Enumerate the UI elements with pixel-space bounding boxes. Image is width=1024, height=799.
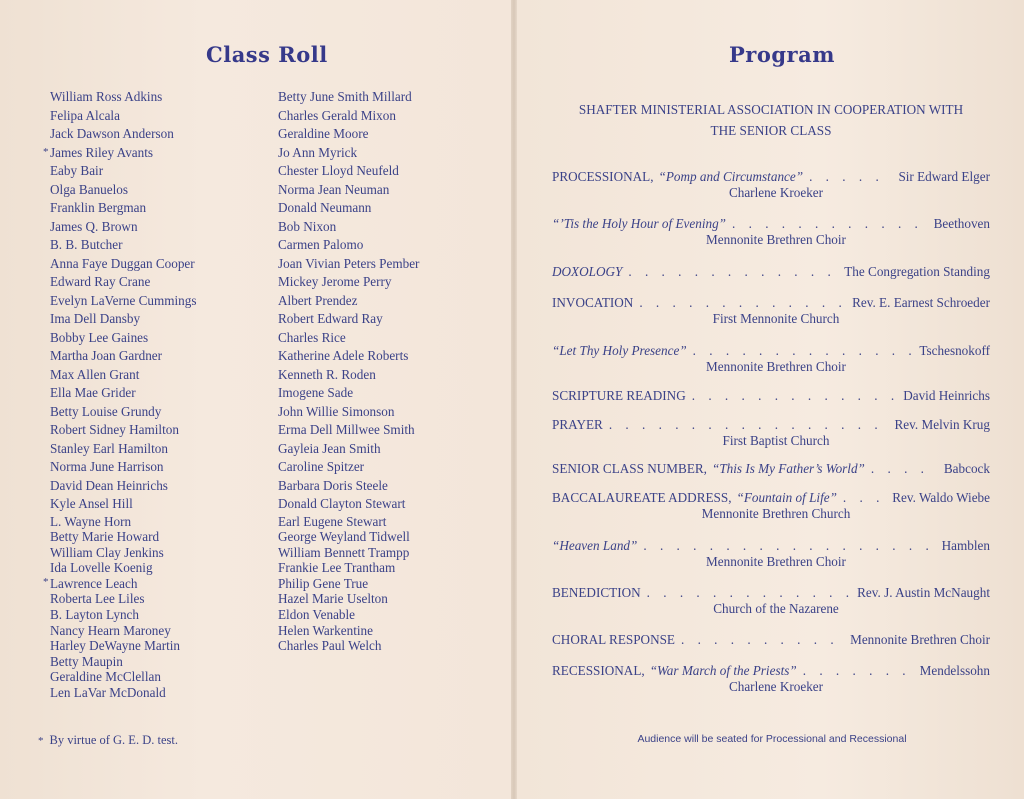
program-item-label: RECESSIONAL,	[552, 663, 645, 678]
graduate-name: Barbara Doris Steele	[278, 477, 388, 493]
graduate-name: Charles Paul Welch	[278, 638, 382, 654]
graduate-name: Stanley Earl Hamilton	[50, 440, 168, 456]
class-roll-name	[278, 273, 419, 292]
class-roll-name	[50, 514, 197, 530]
program-item-subtitle: Mennonite Brethren Choir	[706, 554, 846, 569]
program-item-performer: Rev. E. Earnest Schroeder	[852, 295, 990, 310]
class-roll-name	[50, 292, 197, 311]
graduate-name: Eaby Bair	[50, 163, 104, 178]
class-roll-name	[50, 107, 197, 126]
graduate-name: Norma Jean Neuman	[278, 181, 390, 197]
class-roll-name	[50, 638, 197, 654]
graduate-name: Franklin Bergman	[50, 200, 147, 215]
class-roll-column-1	[43, 88, 197, 701]
graduate-name: Evelyn LaVerne Cummings	[50, 292, 197, 308]
graduate-name: L. Wayne Horn	[50, 513, 132, 529]
program-item	[552, 342, 990, 375]
class-roll-name	[278, 199, 419, 218]
program-item	[552, 168, 990, 201]
class-roll-name	[278, 591, 419, 607]
program-item	[552, 489, 990, 522]
program-intro	[548, 99, 994, 141]
program-intro-line-2: THE SENIOR CLASS	[710, 123, 832, 138]
class-roll-name	[278, 458, 419, 477]
class-roll-name	[50, 654, 197, 670]
graduate-name: Eldon Venable	[278, 607, 356, 623]
class-roll-name	[43, 144, 197, 163]
program-item-title: “War March of the Priests”	[649, 663, 797, 678]
program-item-subtitle: First Mennonite Church	[712, 311, 840, 326]
graduate-name: Helen Warkentine	[278, 622, 373, 638]
class-roll-name	[278, 366, 419, 385]
leader-dots	[643, 537, 935, 554]
graduate-name: Nancy Hearn Maroney	[50, 622, 171, 638]
graduate-name: Robert Sidney Hamilton	[50, 422, 179, 437]
program-item-title: “’Tis the Holy Hour of Evening”	[552, 216, 726, 231]
program-item-label: INVOCATION	[552, 295, 634, 310]
graduate-name: Harley DeWayne Martin	[50, 638, 181, 654]
graduate-name: Martha Joan Gardner	[50, 348, 163, 363]
graduate-name: Anna Faye Duggan Cooper	[50, 255, 195, 271]
graduate-name: Betty June Smith Millard	[278, 89, 412, 104]
program-item-label: CHORAL RESPONSE	[552, 632, 675, 647]
class-roll-name	[278, 495, 419, 514]
program-item	[552, 631, 990, 648]
program-item-title: “Let Thy Holy Presence”	[552, 343, 687, 358]
graduate-name: Betty Louise Grundy	[50, 403, 162, 419]
leader-dots	[732, 215, 928, 232]
graduate-name: Roberta Lee Liles	[50, 591, 145, 607]
class-roll-name	[50, 384, 197, 403]
class-roll-title: Class Roll	[206, 42, 328, 67]
graduate-name: Philip Gene True	[278, 575, 369, 591]
program-item-performer: The Congregation Standing	[844, 264, 990, 279]
class-roll-name	[50, 458, 197, 477]
class-roll-name	[278, 514, 419, 530]
graduate-name: James Q. Brown	[50, 218, 138, 234]
program-item-subtitle: Mennonite Brethren Choir	[706, 359, 846, 374]
class-roll-name	[278, 236, 419, 255]
leader-dots	[628, 263, 838, 280]
graduate-name: Frankie Lee Trantham	[278, 560, 396, 576]
graduate-name: George Weyland Tidwell	[278, 529, 410, 545]
program-item-performer: Mendelssohn	[919, 663, 990, 678]
center-fold	[511, 0, 517, 799]
class-roll-name	[278, 255, 419, 274]
program-item-performer: Rev. Melvin Krug	[894, 417, 990, 432]
class-roll-name	[278, 144, 419, 163]
program-item-title: “Pomp and Circumstance”	[658, 169, 804, 184]
program-item-label: PROCESSIONAL,	[552, 169, 654, 184]
program-item-performer: Beethoven	[933, 216, 990, 231]
class-roll-name	[50, 125, 197, 144]
graduate-name: Olga Banuelos	[50, 181, 129, 197]
graduate-name: Donald Neumann	[278, 200, 372, 215]
footnote-marker: *	[38, 735, 44, 747]
graduate-name: Robert Edward Ray	[278, 311, 383, 326]
class-roll-name	[50, 685, 197, 701]
leader-dots	[809, 168, 892, 185]
footnote-text: By virtue of G. E. D. test.	[49, 733, 178, 747]
program-item-label: BACCALAUREATE ADDRESS,	[552, 490, 732, 505]
graduate-name: Earl Eugene Stewart	[278, 513, 387, 529]
graduate-name: Jo Ann Myrick	[278, 144, 358, 160]
leader-dots	[803, 662, 914, 679]
class-roll-name	[50, 366, 197, 385]
program-item-performer: Mennonite Brethren Choir	[850, 632, 990, 647]
program-item-title: “Heaven Land”	[552, 538, 638, 553]
class-roll-name	[278, 477, 419, 496]
graduate-name: Max Allen Grant	[50, 366, 140, 382]
class-roll-name	[278, 162, 419, 181]
graduate-name: Katherine Adele Roberts	[278, 348, 409, 363]
graduate-name: Len LaVar McDonald	[50, 685, 166, 701]
leader-dots	[871, 460, 938, 477]
graduate-name: Betty Marie Howard	[50, 529, 160, 545]
program-item	[552, 294, 990, 327]
leader-dots	[647, 584, 852, 601]
program-item-performer: Rev. Waldo Wiebe	[892, 490, 990, 505]
graduate-name: Ella Mae Grider	[50, 385, 136, 400]
program-item-subtitle: Mennonite Brethren Church	[701, 506, 851, 521]
class-roll-name	[50, 88, 197, 107]
graduate-name: Kyle Ansel Hill	[50, 496, 133, 511]
graduate-name: Bob Nixon	[278, 218, 337, 234]
class-roll-name	[50, 181, 197, 200]
class-roll-name	[278, 125, 419, 144]
graduate-name: Carmen Palomo	[278, 237, 364, 252]
program-item-subtitle: Charlene Kroeker	[728, 185, 824, 200]
class-roll-name	[50, 623, 197, 639]
class-roll-name	[50, 329, 197, 348]
graduate-name: William Ross Adkins	[50, 89, 163, 104]
class-roll-name	[50, 607, 197, 623]
class-roll-name	[50, 255, 197, 274]
class-roll-name	[50, 669, 197, 685]
ged-marker: *	[43, 575, 49, 588]
graduate-name: Ima Dell Dansby	[50, 311, 141, 326]
class-roll-name	[50, 560, 197, 576]
graduate-name: Bobby Lee Gaines	[50, 329, 149, 345]
class-roll-name	[50, 421, 197, 440]
graduate-name: Felipa Alcala	[50, 107, 120, 123]
program-item-performer: Hamblen	[941, 538, 990, 553]
class-roll-name	[278, 218, 419, 237]
graduate-name: Caroline Spitzer	[278, 459, 365, 474]
program-item-subtitle: Church of the Nazarene	[713, 601, 839, 616]
program-item	[552, 460, 990, 477]
program-item	[552, 584, 990, 617]
class-roll-name	[50, 162, 197, 181]
leader-dots	[843, 489, 886, 506]
class-roll-name	[278, 310, 419, 329]
class-roll-name	[43, 575, 197, 592]
leader-dots	[681, 631, 844, 648]
class-roll-name	[50, 218, 197, 237]
program-item	[552, 215, 990, 248]
class-roll-name	[50, 440, 197, 459]
graduate-name: John Willie Simonson	[278, 403, 395, 419]
graduate-name: Gayleia Jean Smith	[278, 440, 381, 456]
graduate-name: Jack Dawson Anderson	[50, 126, 174, 141]
class-roll-name	[278, 107, 419, 126]
program-item-performer: David Heinrichs	[903, 388, 990, 403]
graduate-name: Edward Ray Crane	[50, 274, 151, 289]
graduate-name: B. B. Butcher	[50, 237, 123, 252]
graduate-name: Albert Prendez	[278, 292, 358, 308]
graduate-name: Betty Maupin	[50, 653, 123, 669]
program-item	[552, 416, 990, 449]
graduate-name: James Riley Avants	[50, 144, 154, 160]
graduate-name: Norma June Harrison	[50, 459, 164, 474]
class-roll-name	[50, 529, 197, 545]
class-roll-name	[278, 329, 419, 348]
program-item-performer: Sir Edward Elger	[898, 169, 990, 184]
class-roll-name	[278, 292, 419, 311]
program-item-label: SENIOR CLASS NUMBER,	[552, 461, 707, 476]
program-item	[552, 537, 990, 570]
class-roll-name	[278, 347, 419, 366]
graduate-name: Charles Rice	[278, 329, 346, 345]
program-item	[552, 662, 990, 695]
class-roll-name	[50, 495, 197, 514]
class-roll-name	[278, 440, 419, 459]
graduate-name: B. Layton Lynch	[50, 607, 140, 623]
program-intro-line-1: SHAFTER MINISTERIAL ASSOCIATION IN COOPERATION WITH	[578, 102, 964, 117]
program-item-label: SCRIPTURE READING	[552, 388, 686, 403]
leader-dots	[693, 342, 914, 359]
graduate-name: Hazel Marie Uselton	[278, 591, 388, 607]
graduate-name: Joan Vivian Peters Pember	[278, 255, 420, 271]
class-roll-name	[278, 384, 419, 403]
class-roll-name	[278, 607, 419, 623]
graduate-name: Charles Gerald Mixon	[278, 107, 396, 123]
program-item-title: DOXOLOGY	[552, 264, 623, 279]
class-roll-name	[278, 576, 419, 592]
class-roll-name	[278, 638, 419, 654]
graduate-name: Mickey Jerome Perry	[278, 274, 392, 289]
class-roll-name	[278, 181, 419, 200]
program-item-subtitle: Mennonite Brethren Choir	[706, 232, 846, 247]
program-item-performer: Tschesnokoff	[919, 343, 990, 358]
class-roll-name	[278, 421, 419, 440]
program-title: Program	[729, 42, 835, 67]
class-roll-name	[278, 88, 419, 107]
graduate-name: William Bennett Trampp	[278, 544, 410, 560]
program-item-subtitle: Charlene Kroeker	[728, 679, 824, 694]
class-roll-name	[50, 273, 197, 292]
program-item-performer: Rev. J. Austin McNaught	[857, 585, 990, 600]
leader-dots	[609, 416, 889, 433]
class-roll-column-2	[278, 88, 419, 654]
ged-footnote	[38, 733, 178, 748]
class-roll-name	[50, 591, 197, 607]
program-item-label: PRAYER	[552, 417, 603, 432]
class-roll-name	[278, 545, 419, 561]
program-item-title: “Fountain of Life”	[736, 490, 837, 505]
class-roll-name	[278, 529, 419, 545]
program-item-label: BENEDICTION	[552, 585, 641, 600]
graduate-name: Kenneth R. Roden	[278, 366, 376, 382]
class-roll-name	[50, 403, 197, 422]
graduate-name: Chester Lloyd Neufeld	[278, 163, 399, 178]
graduate-name: Donald Clayton Stewart	[278, 496, 406, 511]
program-item-title: “This Is My Father’s World”	[711, 461, 865, 476]
class-roll-name	[50, 199, 197, 218]
program-item-subtitle: First Baptist Church	[722, 433, 830, 448]
graduate-name: Imogene Sade	[278, 385, 354, 400]
class-roll-name	[50, 236, 197, 255]
program-item-performer: Babcock	[943, 461, 990, 476]
class-roll-name	[278, 560, 419, 576]
graduate-name: David Dean Heinrichs	[50, 477, 168, 493]
ged-marker: *	[43, 145, 49, 158]
class-roll-name	[50, 347, 197, 366]
graduate-name: Geraldine Moore	[278, 126, 369, 141]
leader-dots	[692, 387, 897, 404]
class-roll-name	[278, 623, 419, 639]
class-roll-name	[50, 545, 197, 561]
class-roll-name	[278, 403, 419, 422]
audience-note: Audience will be seated for Processional and Recessional	[637, 733, 907, 745]
program-item	[552, 387, 990, 404]
graduate-name: Geraldine McClellan	[50, 669, 161, 685]
graduate-name: William Clay Jenkins	[50, 544, 164, 560]
graduate-name: Lawrence Leach	[50, 575, 138, 591]
class-roll-name	[50, 310, 197, 329]
graduate-name: Erma Dell Millwee Smith	[278, 422, 415, 437]
class-roll-name	[50, 477, 197, 496]
graduate-name: Ida Lovelle Koenig	[50, 560, 153, 576]
leader-dots	[639, 294, 846, 311]
program-item	[552, 263, 990, 280]
